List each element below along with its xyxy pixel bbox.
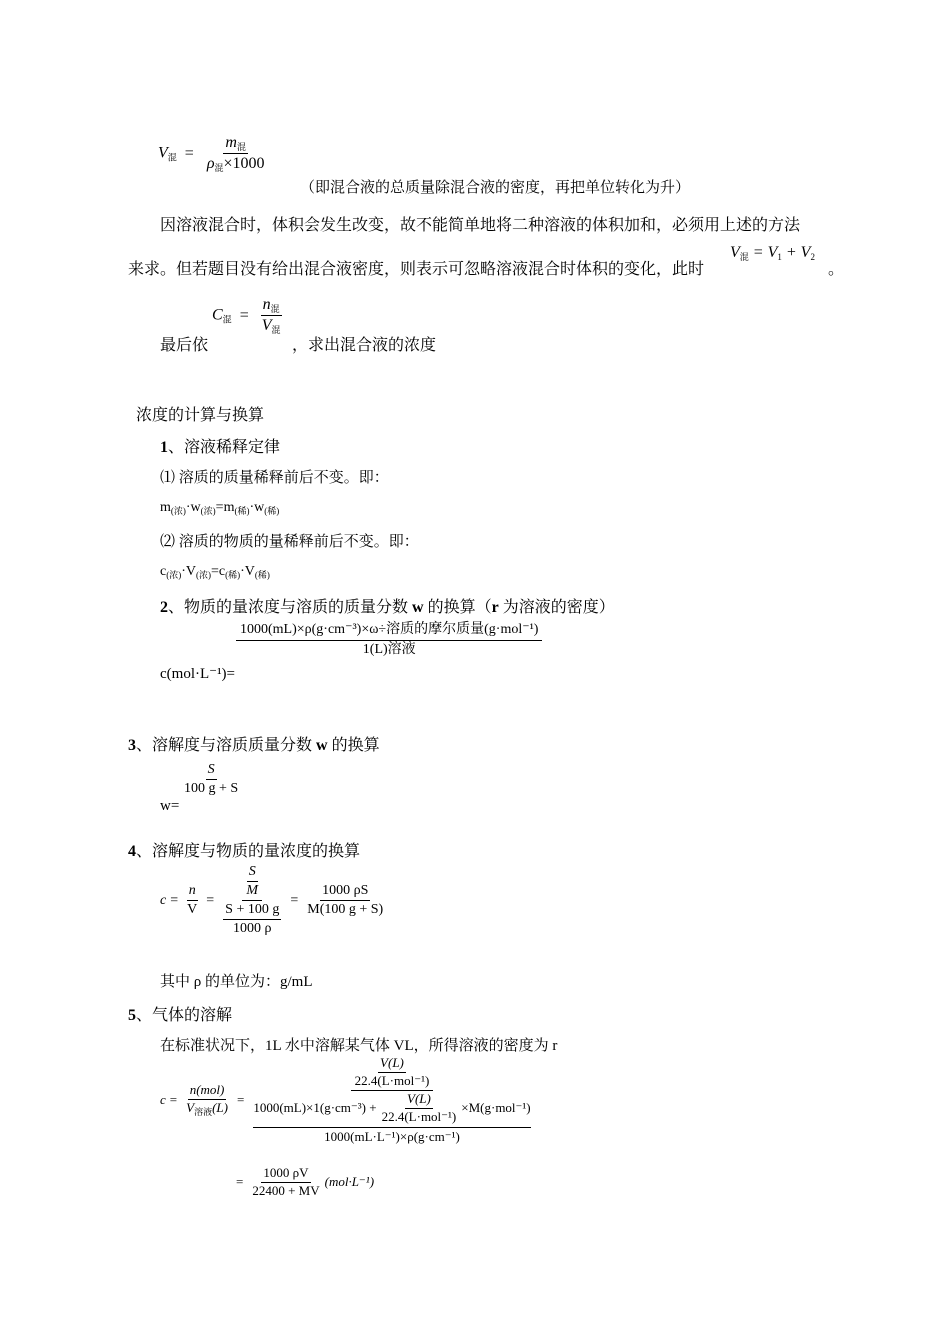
dilution-mole-equation: $c_{(浓)}\cdot V_{(浓)}=c_{(稀)}\cdot V_{(稀)}$ bbox=[160, 564, 270, 580]
gas-dissolution-result: = $\frac{1000 \rho V}{22400 + MV}$ (mol·L⁻¹) bbox=[236, 1165, 375, 1198]
gas-dissolution-formula: c = $\frac{\text{n(mol)}}{V_{溶液}(L)}$ = $\frac{V(L)}{\text{22.4(L·mol⁻¹)}}$ 1000(mL)×1(g·cm⁻³) + $\frac{V(L)}{\text{22.4(L·mol⁻¹)}}$ ×M(g·mol⁻¹) 1000(mL·L⁻¹)×ρ(g·cm⁻¹) bbox=[160, 1055, 531, 1144]
mass-fraction-lhs: w= bbox=[160, 798, 180, 814]
section-3-heading: 3、溶解度与溶质质量分数 w 的换算 bbox=[128, 737, 380, 754]
rho-unit-note: 其中 ρ 的单位为：g/mL bbox=[160, 974, 313, 990]
section-1-item-1: ⑴ 溶质的质量稀释前后不变。即： bbox=[160, 470, 389, 486]
final-concentration-formula: $C_混$ = $\frac{n_混}{V_混}$ bbox=[212, 296, 281, 336]
mass-fraction-fraction: $\frac{S}{100 g + S}$ bbox=[184, 762, 239, 797]
section-2-heading: 2、物质的量浓度与溶质的质量分数 w 的换算（r 为溶液的密度） bbox=[160, 599, 615, 616]
concentration-conversion-fraction: $\frac{\text{1000(mL)×ρ(g·cm⁻³)×ω÷溶质的摩尔质量(g·mol⁻¹)}}{\text{1(L)溶液}}$ bbox=[236, 622, 542, 658]
dilution-mass-equation: $m_{(浓)}\cdot w_{(浓)}=m_{(稀)}\cdot w_{(稀)}$ bbox=[160, 500, 280, 516]
final-suffix: ，求出混合液的浓度 bbox=[292, 337, 437, 354]
section-1-item-2: ⑵ 溶质的物质的量稀释前后不变。即： bbox=[160, 534, 419, 550]
solubility-concentration-formula: c = $\frac{n}{V}$ = $\frac{\frac{S}{M}}{\frac{S + 100 g}{1000 \rho}}$ = $\frac{1000 \rho S}{M(100 g + S)}$ bbox=[160, 864, 384, 937]
mix-volume-fraction: $\frac{m_混}{\rho_混\times 1000}$ bbox=[206, 134, 265, 174]
section-5-heading: 5、气体的溶解 bbox=[128, 1007, 233, 1024]
paragraph-2: 来求。但若题目没有给出混合液密度，则表示可忽略溶液混合时体积的变化，此时 bbox=[128, 261, 705, 278]
section-1-heading: 1、溶液稀释定律 bbox=[160, 439, 281, 456]
v-symbol: V bbox=[158, 144, 168, 162]
mix-volume-formula: $V_混$ = $\frac{m_混}{\rho_混\times 1000}$ bbox=[158, 134, 265, 174]
section-title: 浓度的计算与换算 bbox=[136, 407, 265, 424]
mix-volume-note: （即混合液的总质量除混合液的密度，再把单位转化为升） bbox=[300, 180, 691, 196]
gas-dissolution-text: 在标准状况下，1L 水中溶解某气体 VL，所得溶液的密度为 r bbox=[160, 1038, 558, 1054]
final-prefix: 最后依 bbox=[160, 337, 209, 354]
paragraph-2-end: 。 bbox=[828, 261, 845, 278]
concentration-lhs: c(mol·L⁻¹)= bbox=[160, 666, 236, 682]
paragraph-1: 因溶液混合时，体积会发生改变，故不能简单地将二种溶液的体积加和，必须用上述的方法 bbox=[160, 217, 801, 234]
volume-sum-formula: $V_混 = V_1 + V_2$ bbox=[730, 244, 815, 262]
section-4-heading: 4、溶解度与物质的量浓度的换算 bbox=[128, 843, 361, 860]
